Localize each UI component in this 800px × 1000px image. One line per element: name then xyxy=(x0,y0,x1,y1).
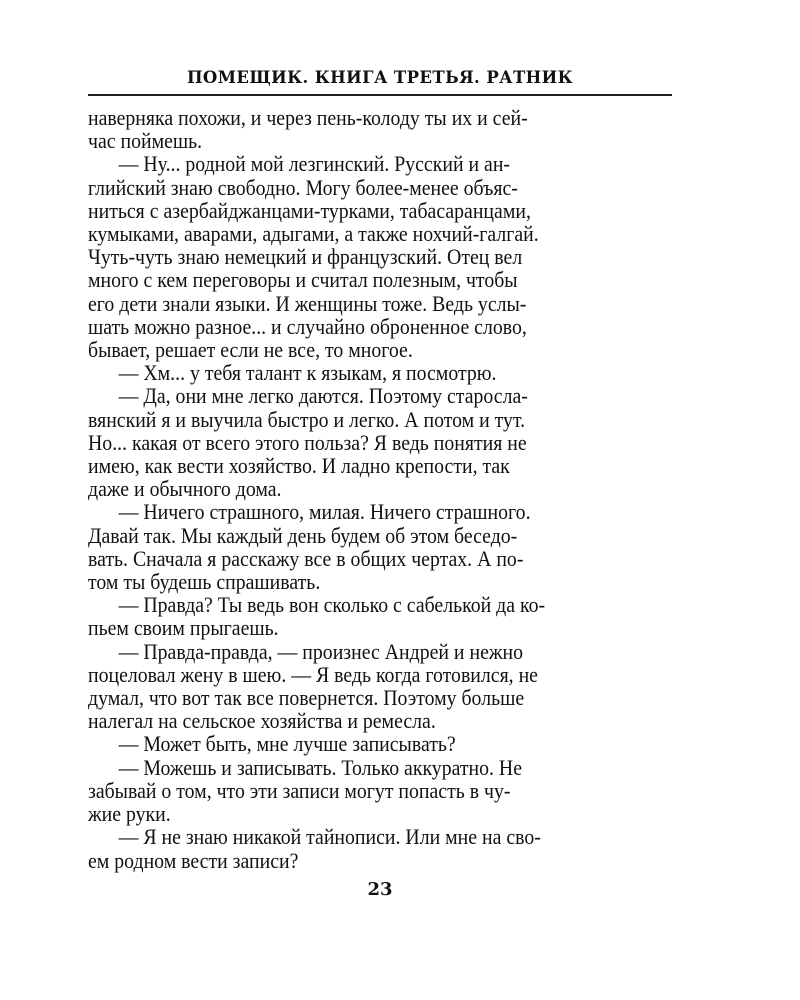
text-line: час поймешь. xyxy=(88,128,203,154)
text-line: налегал на сельское хозяйства и ремесла. xyxy=(88,708,436,734)
text-line: — Хм... у тебя талант к языкам, я посмотрю. xyxy=(118,360,497,386)
text-line: глийский знаю свободно. Могу более-менее объяс- xyxy=(88,174,518,200)
text-line: — Правда? Ты ведь вон сколько с сабелькой да ко- xyxy=(118,592,546,618)
text-line: много с кем переговоры и считал полезным, чтобы xyxy=(88,267,518,293)
text-line: — Да, они мне легко даются. Поэтому старосла- xyxy=(118,383,528,409)
text-line: думал, что вот так все повернется. Поэтому больше xyxy=(88,685,525,711)
text-line: пьем своим прыгаешь. xyxy=(88,615,279,641)
text-line: вянский я и выучила быстро и легко. А потом и тут. xyxy=(88,406,526,432)
text-line: шать можно разное... и случайно оброненное слово, xyxy=(88,313,527,339)
text-line: кумыками, аварами, адыгами, а также нохчий-галгай. xyxy=(88,221,539,247)
page-number: 23 xyxy=(367,879,393,900)
text-line: ниться с азербайджанцами-турками, табасаранцами, xyxy=(88,197,531,223)
text-line: вать. Сначала я расскажу все в общих чертах. А по- xyxy=(88,545,524,571)
text-line: Давай так. Мы каждый день будем об этом беседо- xyxy=(88,522,518,548)
body-text xyxy=(88,106,614,872)
text-line: бывает, решает если не все, то многое. xyxy=(88,337,413,363)
text-line: — Правда-правда, — произнес Андрей и нежно xyxy=(118,638,524,664)
running-header: ПОМЕЩИК. КНИГА ТРЕТЬЯ. РАТНИК xyxy=(186,68,574,87)
text-line: даже и обычного дома. xyxy=(88,476,282,502)
text-line: — Ничего страшного, милая. Ничего страшного. xyxy=(118,499,531,525)
text-line: — Можешь и записывать. Только аккуратно. Не xyxy=(118,754,523,780)
text-line: забывай о том, что эти записи могут попасть в чу- xyxy=(88,777,511,803)
text-line: жие руки. xyxy=(88,801,171,827)
text-line: поцеловал жену в шею. — Я ведь когда готовился, не xyxy=(88,661,538,687)
text-line: ем родном вести записи? xyxy=(88,847,299,873)
text-line: — Может быть, мне лучше записывать? xyxy=(118,731,456,757)
text-line: Но... какая от всего этого польза? Я ведь понятия не xyxy=(88,429,527,455)
text-line: имею, как вести хозяйство. И ладно крепости, так xyxy=(88,453,510,479)
text-line: — Ну... родной мой лезгинский. Русский и ан- xyxy=(118,151,511,177)
text-line: его дети знали языки. И женщины тоже. Ведь услы- xyxy=(88,290,527,316)
text-line: том ты будешь спрашивать. xyxy=(88,569,321,595)
header-divider xyxy=(88,94,672,96)
text-line: — Я не знаю никакой тайнописи. Или мне на сво- xyxy=(118,824,541,850)
text-line: Чуть-чуть знаю немецкий и французский. Отец вел xyxy=(88,244,523,270)
text-line: наверняка похожи, и через пень-колоду ты их и сей- xyxy=(88,105,528,130)
